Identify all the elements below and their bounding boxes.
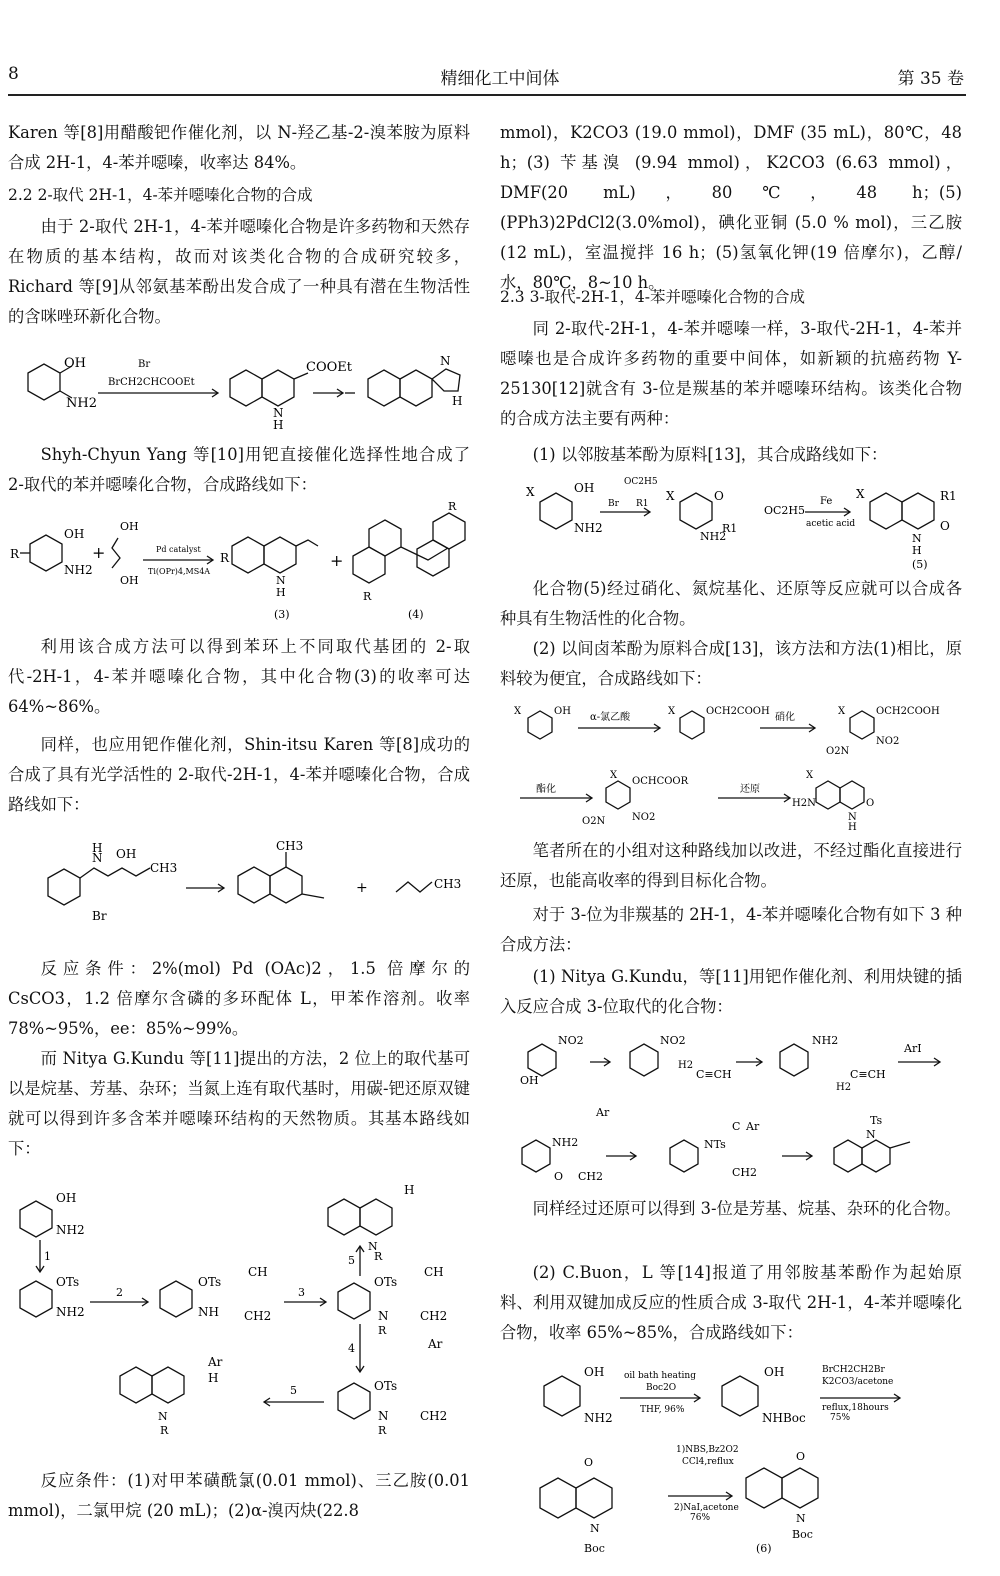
s4-ar-2: Ar (208, 1355, 223, 1369)
s6-step-reduce: 还原 (740, 784, 760, 795)
s8-step2-yield: 75% (830, 1413, 851, 1423)
s4-nh2-2: NH2 (56, 1305, 85, 1319)
s6-x-1: X (514, 706, 522, 717)
s6-oh: OH (554, 706, 571, 717)
s4-n-2: N (378, 1409, 389, 1423)
s2-diol-oh-2: OH (120, 574, 139, 587)
s8-n-1: N (590, 1522, 600, 1535)
s2-oh: OH (64, 527, 85, 541)
s8-boc-1: Boc (584, 1542, 605, 1555)
left-paragraph-5: 同样，也应用钯作催化剂，Shin-itsu Karen 等[8]成功的合成了具有光学活性的 2-取代-2H-1，4-苯并噁嗪化合物，合成路线如下： (8, 735, 470, 814)
s8-step1-yield: THF, 96% (640, 1405, 685, 1415)
left-paragraph-6: 反应条件：2%(mol) Pd (OAc)2，1.5 倍摩尔的 CsCO3，1.2 倍摩尔含磷的多环配体 L，甲苯作溶剂。收率 78%~95%，ee：85%~99%。 (8, 959, 470, 1038)
s7-n-prod: N (866, 1128, 876, 1141)
s7-o-1: O (554, 1170, 564, 1183)
s6-no2-2: NO2 (632, 812, 656, 823)
s1-imidazole-n: N (440, 354, 451, 368)
s8-n-2: N (796, 1512, 806, 1525)
s3-nh-n: N (92, 851, 103, 865)
s4-n-1: N (378, 1309, 389, 1323)
s7-ar-1: Ar (596, 1106, 610, 1119)
s1-nh-h: H (273, 418, 284, 432)
s3-plus: + (356, 880, 368, 896)
s4-r-1: R (378, 1324, 387, 1337)
s1-br: Br (138, 359, 151, 370)
s5-o: O (714, 489, 724, 503)
s3-ch3: CH3 (150, 861, 178, 875)
s3-prod-ch3: CH3 (276, 839, 304, 853)
s6-step-nitration: 硝化 (775, 712, 795, 723)
s8-o-1: O (584, 1456, 594, 1469)
s1-product-ester: COOEt (306, 360, 352, 375)
right-paragraph-10: (2) C.Buon，L 等[14]报道了用邻胺基苯酚作为起始原料、利用双键加成反应的性质合成 3-取代 2H-1，4-苯并噁嗪化合物，收率 65%~85%，合成路线如下： (500, 1263, 962, 1342)
s7-nh2-2: NH2 (552, 1136, 579, 1149)
s4-ch2-1: CH2 (244, 1309, 272, 1323)
s4-ch2-3: CH2 (420, 1409, 448, 1423)
right-paragraph-9: 同样经过还原可以得到 3-位是芳基、烷基、杂环的化合物。 (532, 1199, 961, 1218)
s1-imidazole-h: H (452, 394, 463, 408)
s5-r1-inter: R1 (722, 522, 738, 535)
s7-cch-1: C≡CH (696, 1068, 732, 1081)
s5-nh2-inter: NH2 (700, 530, 727, 543)
s5-x-1: X (526, 485, 535, 499)
right-paragraph-3: (1) 以邻胺基苯酚为原料[13]，其合成路线如下： (532, 445, 888, 464)
s5-o-prod: O (940, 519, 950, 533)
s8-boc-2: Boc (792, 1528, 813, 1541)
section-2-2-heading: 2.2 2-取代 2H-1，4-苯并噁嗪化合物的合成 (8, 186, 313, 204)
s3-br: Br (92, 909, 107, 923)
s7-c: C (732, 1120, 741, 1133)
right-paragraph-6: 笔者所在的小组对这种路线加以改进，不经过酯化直接进行还原，也能高收率的得到目标化合物。 (500, 841, 962, 890)
s4-ar-1: Ar (428, 1337, 443, 1351)
s2-r: R (10, 547, 20, 561)
s6-h2n: H2N (792, 798, 816, 809)
s2-dimer-r-2: R (448, 500, 457, 513)
s3-byproduct-ch3: CH3 (434, 877, 462, 891)
s5-h-prod: H (912, 544, 922, 557)
s7-oh: OH (520, 1074, 539, 1087)
s4-h-top: H (404, 1183, 415, 1197)
right-paragraph-4: 化合物(5)经过硝化、氮烷基化、还原等反应就可以合成各种具有生物活性的化合物。 (500, 579, 962, 628)
s4-ots-1: OTs (56, 1275, 80, 1289)
compound-3-label: (3) (274, 608, 290, 621)
s6-o2n-2: O2N (582, 816, 606, 827)
scheme-richard (8, 345, 478, 435)
s4-ch-2: CH (424, 1265, 444, 1279)
s7-nts: NTs (704, 1138, 726, 1151)
s4-step-1: 1 (44, 1250, 51, 1263)
s5-oh: OH (574, 481, 595, 495)
right-paragraph-5: (2) 以间卤苯酚为原料合成[13]，该方法和方法(1)相比，原料较为便宜，合成路线如下： (500, 639, 962, 688)
s8-step2-base: K2CO3/acetone (822, 1377, 894, 1387)
s5-fe: Fe (820, 496, 833, 507)
s7-no2-1: NO2 (558, 1034, 584, 1047)
s6-h-prod: H (848, 822, 857, 832)
s4-n-top: N (368, 1240, 378, 1253)
page-number: 8 (8, 64, 19, 84)
s6-o2n-1: O2N (826, 746, 850, 757)
page-header (0, 62, 1000, 89)
header-rule (8, 94, 966, 96)
s5-x-3: X (856, 487, 865, 501)
s8-nhboc: NHBoc (762, 1411, 806, 1425)
scheme-route-2 (500, 702, 970, 832)
s8-oh-1: OH (584, 1365, 605, 1379)
s6-o-prod: O (866, 798, 875, 809)
s5-r1-reagent: R1 (636, 499, 649, 509)
left-paragraph-2: 由于 2-取代 2H-1，4-苯并噁嗪化合物是许多药物和天然存在物质的基本结构，故而对该类化合物的合成研究较多，Richard 等[9]从邻氨基苯酚出发合成了一种具有潜在生物活性的含咪唑环新化合物。 (8, 217, 470, 326)
s6-step-esterify: 酯化 (536, 784, 556, 795)
s8-step3-ccl4: CCl4,reflux (682, 1457, 734, 1467)
s4-r-top: R (374, 1250, 383, 1263)
right-paragraph-1: mmol)，K2CO3 (19.0 mmol)，DMF (35 mL)，80℃，48 h；(3) 苄基溴 (9.94 mmol)，K2CO3 (6.63 mmol)，DMF(20 mL)，80℃，48 h；(5)(PPh3)2PdCl2(3.0%mol)，碘化亚铜 (5.0 % mol)，三乙胺(12 mL)，室温搅拌 16 h；(5)氢氧化钾(19 倍摩尔)，乙醇/水，80℃，8~10 h。 (500, 123, 962, 292)
s4-ch2-2: CH2 (420, 1309, 448, 1323)
s6-x-3: X (838, 706, 846, 717)
s8-step3-nbs: 1)NBS,Bz2O2 (676, 1445, 739, 1455)
s5-br: Br (608, 499, 619, 509)
s7-ari: ArI (904, 1042, 922, 1055)
s7-no2-2: NO2 (660, 1034, 686, 1047)
s8-step2-cond: reflux,18hours (822, 1403, 889, 1413)
scheme-route-1 (500, 470, 970, 570)
s4-ots-2: OTs (198, 1275, 222, 1289)
s8-step1-boc2o: Boc2O (646, 1383, 677, 1393)
s4-nh2: NH2 (56, 1223, 85, 1237)
s4-ots-4: OTs (374, 1379, 398, 1393)
s6-och2cooh-2: OCH2COOH (876, 706, 940, 717)
s3-oh: OH (116, 847, 137, 861)
s6-och2cooh-1: OCH2COOH (706, 706, 770, 717)
scheme-karen (8, 838, 478, 938)
s2-nh2: NH2 (64, 563, 93, 577)
s7-nh2: NH2 (812, 1034, 839, 1047)
s6-n-prod: N (848, 812, 857, 823)
s4-step-5a: 5 (348, 1254, 355, 1267)
s5-n-prod: N (912, 532, 922, 545)
s4-n-3: N (158, 1410, 168, 1423)
s4-step-3: 3 (298, 1286, 305, 1299)
right-paragraph-7: 对于 3-位为非羰基的 2H-1，4-苯并噁嗪化合物有如下 3 种合成方法： (500, 905, 962, 954)
s8-step3-yield: 76% (690, 1513, 711, 1523)
scheme-buon (500, 1360, 970, 1560)
s4-step-5b: 5 (290, 1384, 297, 1397)
s8-step1-heat: oil bath heating (624, 1371, 696, 1381)
s2-r-prod: R (220, 551, 230, 565)
scheme-yang (8, 500, 478, 628)
s4-ch-1: CH (248, 1265, 268, 1279)
s6-step-chloroacetic: α-氯乙酸 (590, 712, 631, 723)
s4-step-4: 4 (348, 1342, 355, 1355)
s5-ester: OC2H5 (764, 504, 806, 517)
left-paragraph-4: 利用该合成方法可以得到苯环上不同取代基团的 2-取代-2H-1，4-苯并噁嗪化合物，其中化合物(3)的收率可达 64%~86%。 (8, 637, 470, 716)
s1-oh: OH (64, 356, 86, 371)
right-paragraph-2: 同 2-取代-2H-1，4-苯并噁嗪一样，3-取代-2H-1，4-苯并噁嗪也是合成许多药物的重要中间体，如新颖的抗癌药物 Y-25130[12]就含有 3-位是羰基的苯并噁嗪环结构。该类化合物的合成方法主要有两种： (500, 319, 962, 428)
left-paragraph-1: Karen 等[8]用醋酸钯作催化剂，以 N-羟乙基-2-溴苯胺为原料合成 2H-1，4-苯并噁嗪，收率达 84%。 (8, 123, 470, 172)
s5-acid: acetic acid (806, 519, 856, 529)
s7-h2-1: H2 (678, 1060, 694, 1071)
s2-plus-1: + (92, 543, 106, 562)
s6-x-5: X (806, 770, 814, 781)
s6-x-4: X (610, 770, 618, 781)
journal-title: 精细化工中间体 (440, 69, 560, 89)
s1-reagent: BrCH2CHCOOEt (108, 377, 195, 388)
right-paragraph-8: (1) Nitya G.Kundu，等[11]用钯作催化剂、利用炔键的插入反应合成 3-位取代的化合物： (500, 967, 962, 1016)
s2-dimer-r-1: R (363, 590, 372, 603)
section-2-3-heading: 2.3 3-取代-2H-1，4-苯并噁嗪化合物的合成 (500, 288, 805, 306)
s5-reagent: OC2H5 (624, 477, 658, 487)
s2-additive: Ti(OPr)4,MS4A (148, 567, 211, 576)
left-paragraph-7: 而 Nitya G.Kundu 等[11]提出的方法，2 位上的取代基可以是烷基、芳基、杂环；当氮上连有取代基时，用碳-钯还原双键就可以得到许多含苯并噁嗪环结构的天然物质。其基本路线如下： (8, 1049, 470, 1158)
s3-nh-h: H (92, 841, 103, 855)
volume-label: 第 35 卷 (897, 69, 964, 89)
s8-step2-reagent: BrCH2CH2Br (822, 1365, 885, 1375)
s8-o-2: O (796, 1450, 806, 1463)
s6-no2-1: NO2 (876, 736, 900, 747)
s2-catalyst: Pd catalyst (156, 545, 201, 554)
s5-nh2: NH2 (574, 521, 603, 535)
compound-4-label: (4) (408, 608, 424, 621)
s8-oh-2: OH (764, 1365, 785, 1379)
s7-ch2-2: CH2 (732, 1166, 758, 1179)
compound-6-label: (6) (756, 1542, 772, 1555)
s7-ts: Ts (870, 1114, 883, 1127)
s7-h2-2: H2 (836, 1082, 852, 1093)
s2-diol-oh-1: OH (120, 520, 139, 533)
left-paragraph-3: Shyh-Chyun Yang 等[10]用钯直接催化选择性地合成了 2-取代的苯并噁嗪化合物，合成路线如下： (8, 445, 470, 494)
scheme-kundu-2 (500, 1030, 970, 1190)
s7-ch2-1: CH2 (578, 1170, 604, 1183)
compound-5-label: (5) (912, 558, 928, 570)
s4-nh: NH (198, 1305, 219, 1319)
s1-nh2: NH2 (66, 396, 97, 411)
left-paragraph-8: 反应条件：(1)对甲苯磺酰氯(0.01 mmol)、三乙胺(0.01 mmol)，二氯甲烷 (20 mL)；(2)α-溴丙炔(22.8 (8, 1471, 470, 1520)
s8-nh2: NH2 (584, 1411, 613, 1425)
s5-r1-prod: R1 (940, 489, 957, 503)
s1-nh-n: N (273, 406, 284, 420)
s5-x-2: X (666, 489, 675, 503)
s6-ochcoor: OCHCOOR (632, 776, 689, 787)
s4-ots-3: OTs (374, 1275, 398, 1289)
s2-prod-n: N (276, 574, 286, 587)
scheme-kundu-1 (8, 1180, 478, 1460)
s4-r-2: R (378, 1424, 387, 1437)
s7-c-ar: Ar (746, 1120, 760, 1133)
s2-prod-h: H (276, 586, 286, 599)
s4-oh: OH (56, 1191, 77, 1205)
s4-r-3: R (160, 1424, 169, 1437)
s2-plus-2: + (330, 551, 344, 570)
s6-x-2: X (668, 706, 676, 717)
s8-step3-nai: 2)NaI,acetone (674, 1503, 739, 1513)
s7-cch-2: C≡CH (850, 1068, 886, 1081)
s4-step-2: 2 (116, 1286, 123, 1299)
s4-h-2: H (208, 1371, 219, 1385)
